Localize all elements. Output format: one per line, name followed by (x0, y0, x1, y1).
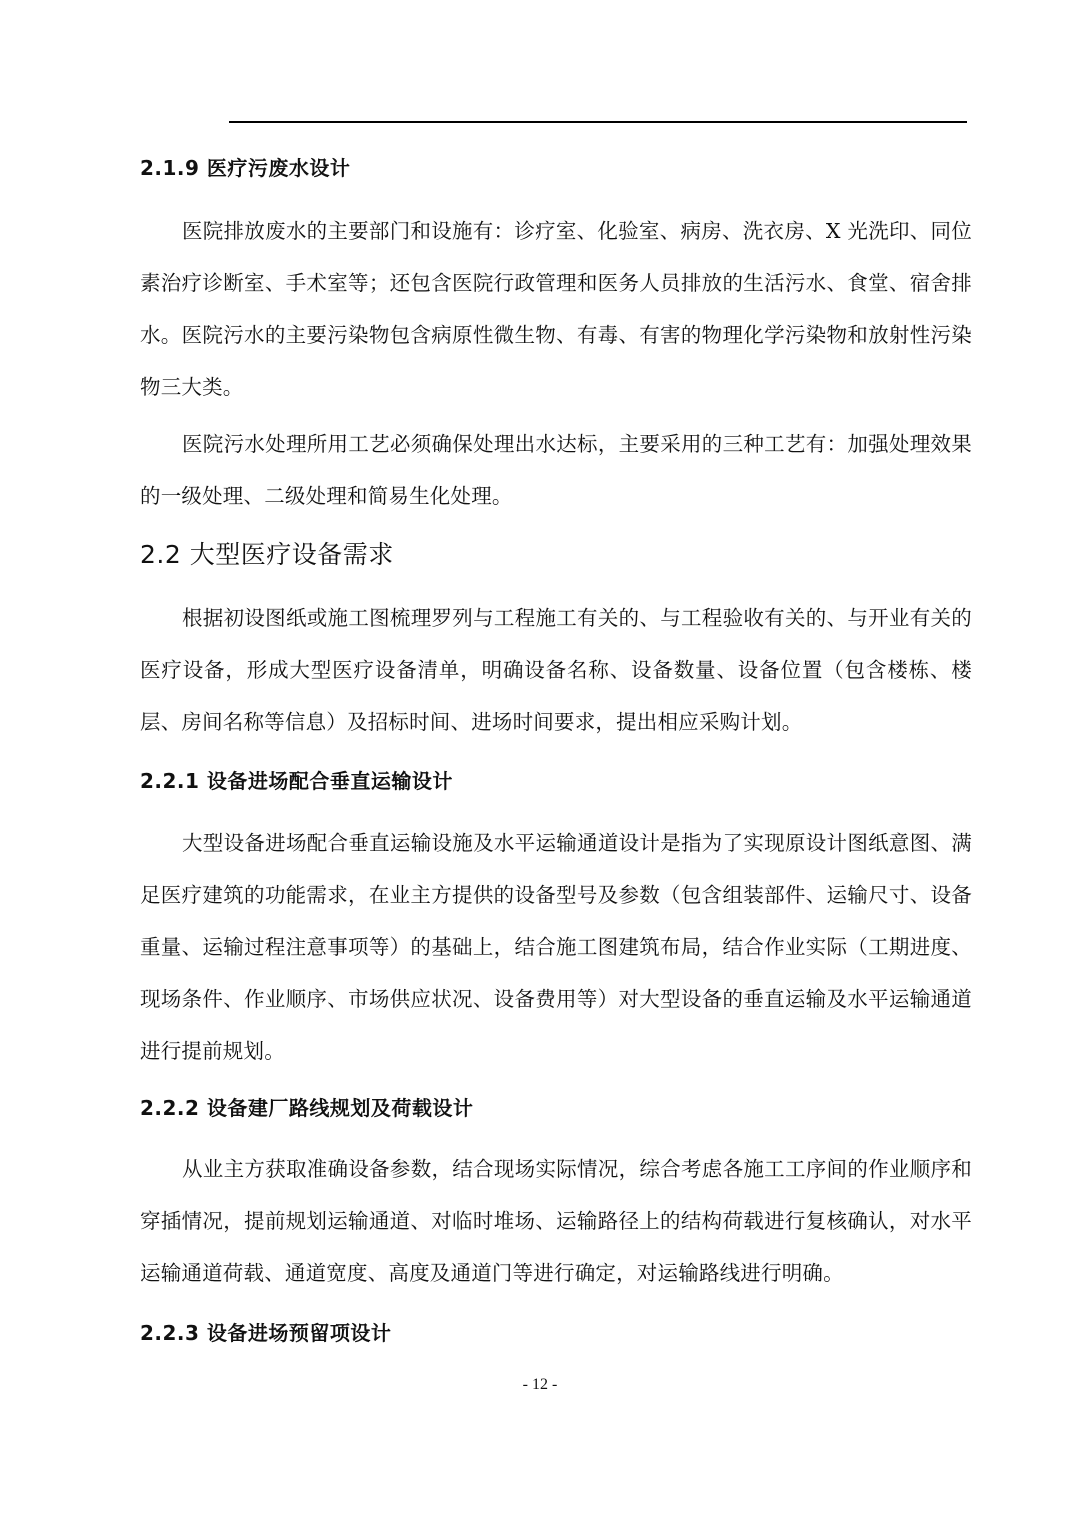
section-heading-2-1-9: 2.1.9 医疗污废水设计 (140, 156, 351, 180)
paragraph-equipment-requirements: 根据初设图纸或施工图梳理罗列与工程施工有关的、与工程验收有关的、与开业有关的医疗设备，形成大型医疗设备清单，明确设备名称、设备数量、设备位置（包含楼栋、楼层、房间名称等信息）及招标时间、进场时间要求，提出相应采购计划。 (140, 606, 972, 734)
paragraph-vertical-transport-design: 大型设备进场配合垂直运输设施及水平运输通道设计是指为了实现原设计图纸意图、满足医疗建筑的功能需求，在业主方提供的设备型号及参数（包含组装部件、运输尺寸、设备重量、运输过程注意事项等）的基础上，结合施工图建筑布局，结合作业实际（工期进度、现场条件、作业顺序、市场供应状况、设备费用等）对大型设备的垂直运输及水平运输通道进行提前规划。 (140, 831, 972, 1063)
section-heading-2-2-1: 2.2.1 设备进场配合垂直运输设计 (140, 769, 453, 793)
paragraph-route-and-load-design: 从业主方获取准确设备参数，结合现场实际情况，综合考虑各施工工序间的作业顺序和穿插情况，提前规划运输通道、对临时堆场、运输路径上的结构荷载进行复核确认，对水平运输通道荷载、通道宽度、高度及通道门等进行确定，对运输路线进行明确。 (140, 1157, 972, 1285)
header-rule (229, 121, 967, 123)
paragraph-wastewater-sources: 医院排放废水的主要部门和设施有：诊疗室、化验室、病房、洗衣房、X 光洗印、同位素治疗诊断室、手术室等；还包含医院行政管理和医务人员排放的生活污水、食堂、宿舍排水。医院污水的主要污染物包含病原性微生物、有毒、有害的物理化学污染物和放射性污染物三大类。 (140, 219, 972, 399)
section-heading-2-2-3: 2.2.3 设备进场预留项设计 (140, 1321, 392, 1345)
section-heading-2-2: 2.2 大型医疗设备需求 (140, 540, 394, 569)
section-heading-2-2-2: 2.2.2 设备建厂路线规划及荷载设计 (140, 1096, 474, 1120)
page-number: - 12 - (522, 1376, 558, 1393)
paragraph-wastewater-treatment: 医院污水处理所用工艺必须确保处理出水达标，主要采用的三种工艺有：加强处理效果的一级处理、二级处理和简易生化处理。 (140, 432, 972, 508)
